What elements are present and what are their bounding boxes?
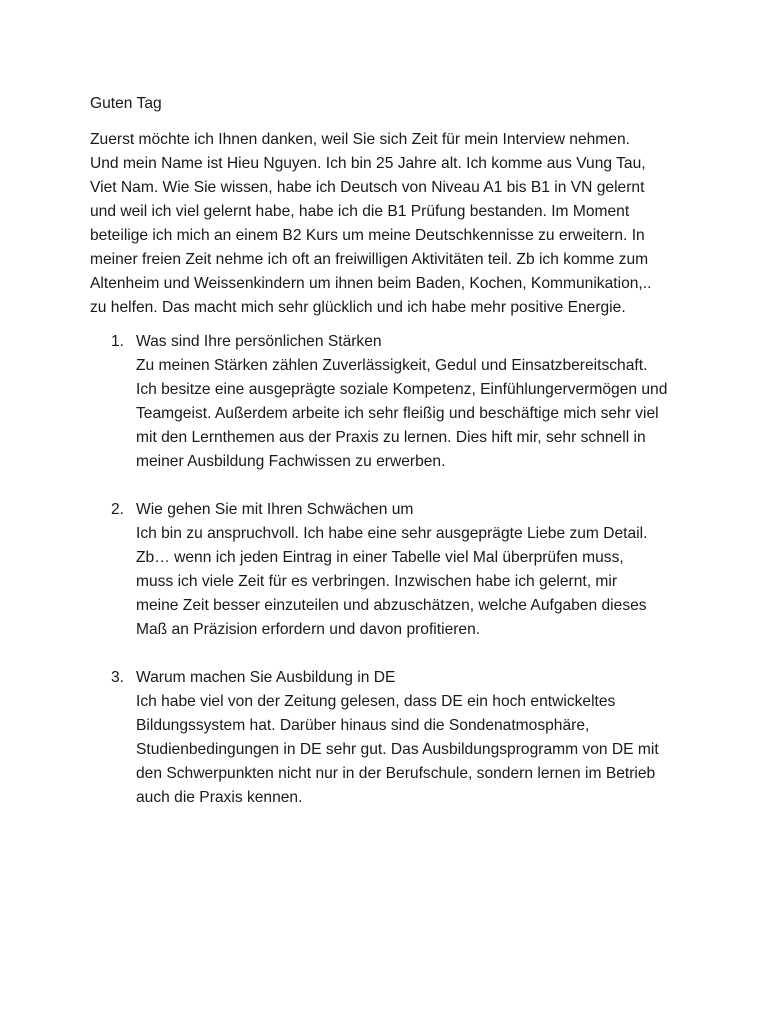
answer-line: Bildungssystem hat. Darüber hinaus sind die Sondenatmosphäre, xyxy=(136,717,590,734)
question-title: Was sind Ihre persönlichen Stärken xyxy=(136,333,382,350)
answer-line: mit den Lernthemen aus der Praxis zu lernen. Dies hift mir, sehr schnell in xyxy=(136,429,646,446)
answer-line: Zu meinen Stärken zählen Zuverlässigkeit, Gedul und Einsatzbereitschaft. xyxy=(136,357,648,374)
answer-line: Ich bin zu anspruchvoll. Ich habe eine sehr ausgeprägte Liebe zum Detail. xyxy=(136,525,648,542)
greeting: Guten Tag xyxy=(90,95,162,112)
answer-line: Ich besitze eine ausgeprägte soziale Kompetenz, Einfühlungervermögen und xyxy=(136,381,668,398)
intro-line: Altenheim und Weissenkindern um ihnen beim Baden, Kochen, Kommunikation,.. xyxy=(90,275,652,292)
answer-line: meiner Ausbildung Fachwissen zu erwerben. xyxy=(136,453,446,470)
answer-line: Ich habe viel von der Zeitung gelesen, dass DE ein hoch entwickeltes xyxy=(136,693,616,710)
answer-line: meine Zeit besser einzuteilen und abzuschätzen, welche Aufgaben dieses xyxy=(136,597,647,614)
intro-line: beteilige ich mich an einem B2 Kurs um meine Deutschkennisse zu erweitern. In xyxy=(90,227,645,244)
intro-line: Zuerst möchte ich Ihnen danken, weil Sie sich Zeit für mein Interview nehmen. xyxy=(90,131,630,148)
answer-line: muss ich viele Zeit für es verbringen. Inzwischen habe ich gelernt, mir xyxy=(136,573,618,590)
question-number: 3. xyxy=(111,669,125,686)
document-body xyxy=(90,92,690,834)
question-item-3 xyxy=(90,666,690,810)
intro-line: und weil ich viel gelernt habe, habe ich die B1 Prüfung bestanden. Im Moment xyxy=(90,203,630,220)
question-number: 1. xyxy=(111,333,125,350)
question-item-2 xyxy=(90,498,690,642)
answer-line: Teamgeist. Außerdem arbeite ich sehr fleißig und beschäftige mich sehr viel xyxy=(136,405,659,422)
intro-paragraph xyxy=(90,128,690,320)
intro-line: zu helfen. Das macht mich sehr glücklich und ich habe mehr positive Energie. xyxy=(90,299,626,316)
answer-line: Maß an Präzision erfordern und davon profitieren. xyxy=(136,621,481,638)
question-number: 2. xyxy=(111,501,125,518)
intro-line: Viet Nam. Wie Sie wissen, habe ich Deutsch von Niveau A1 bis B1 in VN gelernt xyxy=(90,179,645,196)
answer-line: den Schwerpunkten nicht nur in der Berufschule, sondern lernen im Betrieb xyxy=(136,765,656,782)
answer-line: Zb… wenn ich jeden Eintrag in einer Tabelle viel Mal überprüfen muss, xyxy=(136,549,624,566)
answer-line: auch die Praxis kennen. xyxy=(136,789,303,806)
question-title: Wie gehen Sie mit Ihren Schwächen um xyxy=(136,501,414,518)
question-list xyxy=(90,330,690,810)
question-title: Warum machen Sie Ausbildung in DE xyxy=(136,669,396,686)
question-item-1 xyxy=(90,330,690,474)
answer-line: Studienbedingungen in DE sehr gut. Das Ausbildungsprogramm von DE mit xyxy=(136,741,659,758)
intro-line: Und mein Name ist Hieu Nguyen. Ich bin 25 Jahre alt. Ich komme aus Vung Tau, xyxy=(90,155,646,172)
intro-line: meiner freien Zeit nehme ich oft an freiwilligen Aktivitäten teil. Zb ich komme zum xyxy=(90,251,649,268)
